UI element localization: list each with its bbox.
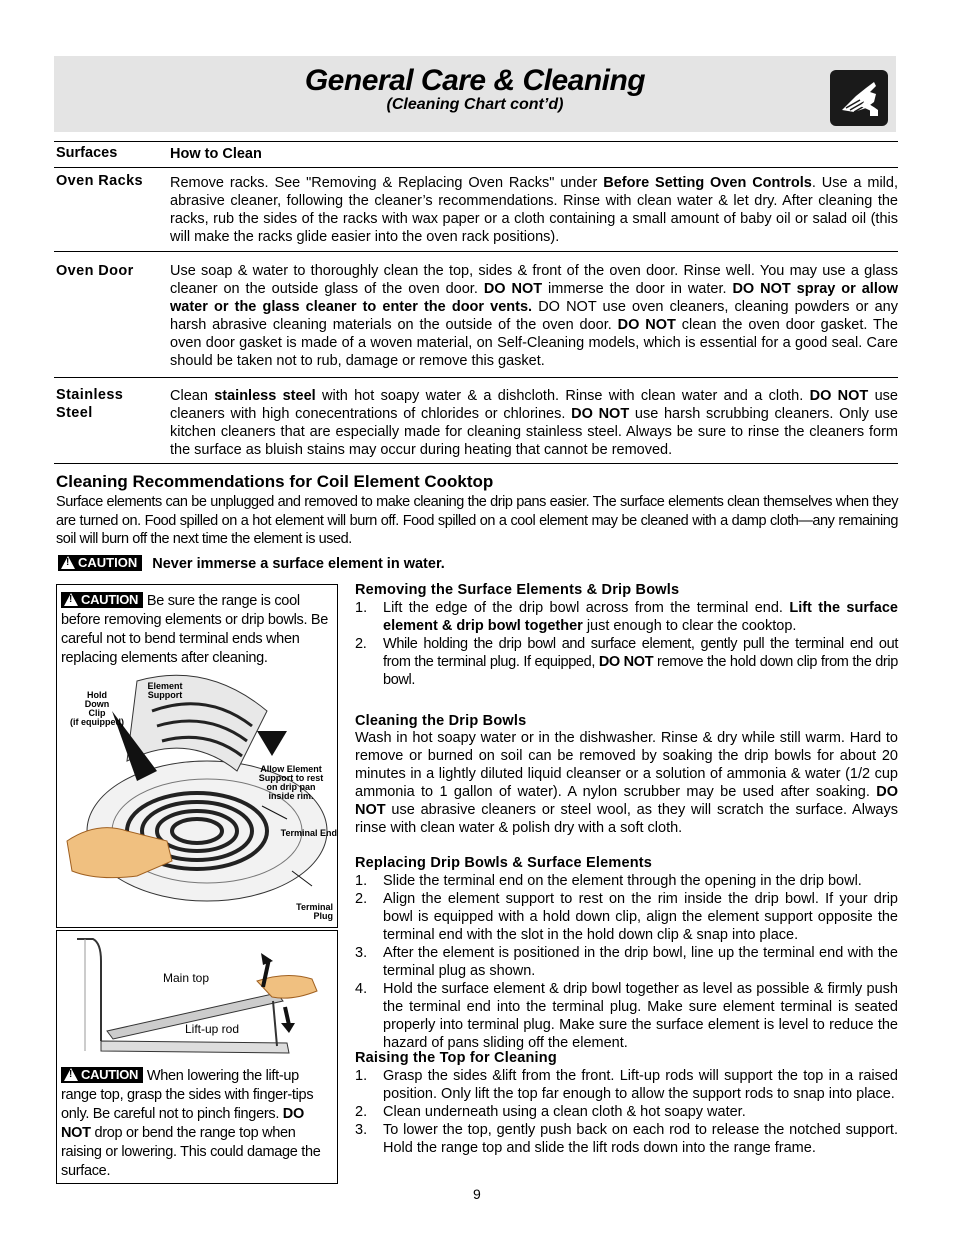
list-item: 3. After the element is positioned in the drip bowl, line up the terminal end with the terminal plug as shown. bbox=[355, 945, 898, 979]
heading-raising-top: Raising the Top for Cleaning bbox=[355, 1050, 557, 1066]
caution-immerse: !CAUTION Never immerse a surface element in water. bbox=[58, 555, 445, 572]
warning-icon bbox=[64, 593, 78, 606]
caution-box-text: !CAUTION Be sure the range is cool before removing elements or drip bowls. Be careful not to bend terminal ends when replacing elements after cleaning. bbox=[61, 592, 333, 668]
how-to-clean-oven-door: Use soap & water to thoroughly clean the top, sides & front of the oven door. Rinse well. You may use a glass cleaner on the outside glass of the oven door. DO NOT immerse the door in water. DO NOT spray or allow water or the glass cleaner to enter the door vents. DO NOT use oven cleaners, cleaning powders or any harsh abrasive cleaning materials on the outside of the oven door. DO NOT clean the oven door gasket. The oven door gasket is made of a woven material, on Self-Cleaning models, which is essential for a good seal. Care should be taken not to rub, damage or remove this gasket. bbox=[170, 263, 898, 369]
caution-box-lift-top bbox=[56, 930, 338, 1184]
heading-cleaning-drip-bowls: Cleaning the Drip Bowls bbox=[355, 713, 527, 729]
surface-stainless-steel: Stainless Steel bbox=[56, 387, 124, 421]
caution-badge: !CAUTION bbox=[61, 1067, 143, 1083]
label-hold-down-clip: Hold Down Clip (if equipped) bbox=[70, 690, 124, 727]
list-removing-elements bbox=[355, 599, 898, 689]
list-raising-top bbox=[355, 1067, 898, 1157]
caution-box-elements bbox=[56, 584, 338, 928]
table-top-rule bbox=[54, 141, 898, 142]
heading-replacing-drip-bowls: Replacing Drip Bowls & Surface Elements bbox=[355, 855, 653, 871]
row-divider bbox=[54, 377, 898, 378]
label-element-support: Element Support bbox=[147, 681, 183, 700]
heading-removing-elements: Removing the Surface Elements & Drip Bowls bbox=[355, 582, 680, 598]
warning-icon bbox=[61, 556, 75, 569]
list-item: 2. Align the element support to rest on the rim inside the drip bowl. If your drip bowl is equipped with a hold down clip, align the element support opposite the terminal end with the slot in the hold down clip & snap into place. bbox=[355, 891, 898, 943]
how-to-clean-stainless-steel: Clean stainless steel with hot soapy water & a dishcloth. Rinse with clean water and a cloth. DO NOT use cleaners with high conecentrations of chlorides or chlorines. DO NOT use harsh scrubbing cleaners. Only use kitchen cleaners that are especially made for cleaning stainless steel. Always be sure to rinse the cleaners form the surface as bluish stains may occur during heating that cannot be removed. bbox=[170, 388, 898, 458]
col-header-how-to-clean: How to Clean bbox=[170, 146, 262, 162]
caution-box-lift-text: !CAUTION When lowering the lift-up range top, grasp the sides with finger-tips only. Be careful not to pinch fingers. DO NOT drop or bend the range top when raising or lowering. This could damage the surface. bbox=[61, 1067, 333, 1181]
warning-icon bbox=[64, 1068, 78, 1081]
section-title-coil-cooktop: Cleaning Recommendations for Coil Element Cooktop bbox=[56, 472, 494, 491]
page-title: General Care & Cleaning bbox=[304, 64, 646, 97]
label-terminal-plug: Terminal Plug bbox=[296, 902, 333, 921]
caution-badge: !CAUTION bbox=[61, 592, 143, 608]
row-divider bbox=[54, 251, 898, 252]
lift-up-top-illustration bbox=[57, 931, 337, 1066]
surface-oven-door: Oven Door bbox=[56, 263, 134, 279]
label-allow-element-support: Allow Element Support to rest on drip pan inside rim. bbox=[258, 764, 324, 801]
list-item: 1. Lift the edge of the drip bowl across from the terminal end. Lift the surface element & drip bowl together just enough to clear the cooktop. bbox=[355, 600, 899, 634]
surface-oven-racks: Oven Racks bbox=[56, 173, 144, 189]
coil-intro-paragraph: Surface elements can be unplugged and removed to make cleaning the drip pans easier. The surface elements clean themselves when they are turned on. Food spilled on a hot element will burn off. Food spilled on a cool element may be cleaned with a damp cloth—any remaining soil will burn off the next time the element is used. bbox=[56, 494, 898, 547]
list-replacing-drip-bowls bbox=[355, 872, 898, 1052]
cleaning-hand-icon bbox=[830, 70, 888, 126]
list-item: 2. Clean underneath using a clean cloth & hot soapy water. bbox=[355, 1104, 746, 1120]
table-header-rule bbox=[54, 167, 898, 168]
label-terminal-end: Terminal End bbox=[280, 828, 337, 838]
label-lift-up-rod: Lift-up rod bbox=[185, 1022, 240, 1036]
col-header-surfaces: Surfaces bbox=[56, 145, 118, 161]
table-bottom-rule bbox=[54, 463, 898, 464]
page-number: 9 bbox=[473, 1186, 481, 1202]
paragraph-cleaning-drip-bowls: Wash in hot soapy water or in the dishwasher. Rinse & dry while still warm. Hard to remove or burned on soil can be removed by soaking the drip bowls for about 20 minutes in a lightly diluted liquid cleanser or a solution of ammonia & water (1/2 cup ammonia to 1 gallon of water). A nylon scrubber may be used after soaking. DO NOT use abrasive cleaners or steel wool, as they will scratch the surface. Always rinse with clean water & polish dry with a soft cloth. bbox=[355, 730, 898, 836]
how-to-clean-oven-racks: Remove racks. See "Removing & Replacing Oven Racks" under Before Setting Oven Controls. Use a mild, abrasive cleaner, following the cleaner’s recommendations. Rinse with clean water & let dry. After cleaning the racks, rub the sides of the racks with wax paper or a cloth containing a small amount of baby oil or salad oil (this will make the racks glide easier into the oven rack positions). bbox=[170, 175, 898, 245]
list-item: 4. Hold the surface element & drip bowl together as level as possible & firmly push the terminal end into the terminal plug. Make sure element terminal is seated properly into terminal plug. Make sure the surface element is level to reduce the hazard of pans sliding off the element. bbox=[355, 981, 898, 1051]
list-item: 1. Slide the terminal end on the element through the opening in the drip bowl. bbox=[355, 873, 862, 889]
label-main-top: Main top bbox=[163, 971, 210, 985]
page-header bbox=[54, 56, 896, 132]
page-subtitle: (Cleaning Chart cont’d) bbox=[386, 96, 564, 113]
caution-badge: !CAUTION bbox=[58, 555, 142, 571]
list-item: 2. While holding the drip bowl and surface element, gently pull the terminal end out from the terminal plug. If equipped, DO NOT remove the hold down clip from the drip bowl. bbox=[355, 636, 898, 688]
list-item: 1. Grasp the sides &lift from the front. Lift-up rods will support the top in a raised position. Only lift the top far enough to allow the support rods to snap into place. bbox=[355, 1068, 898, 1102]
list-item: 3. To lower the top, gently push back on each rod to release the notched support. Hold the range top and slide the lift rods down into the range frame. bbox=[355, 1122, 898, 1156]
